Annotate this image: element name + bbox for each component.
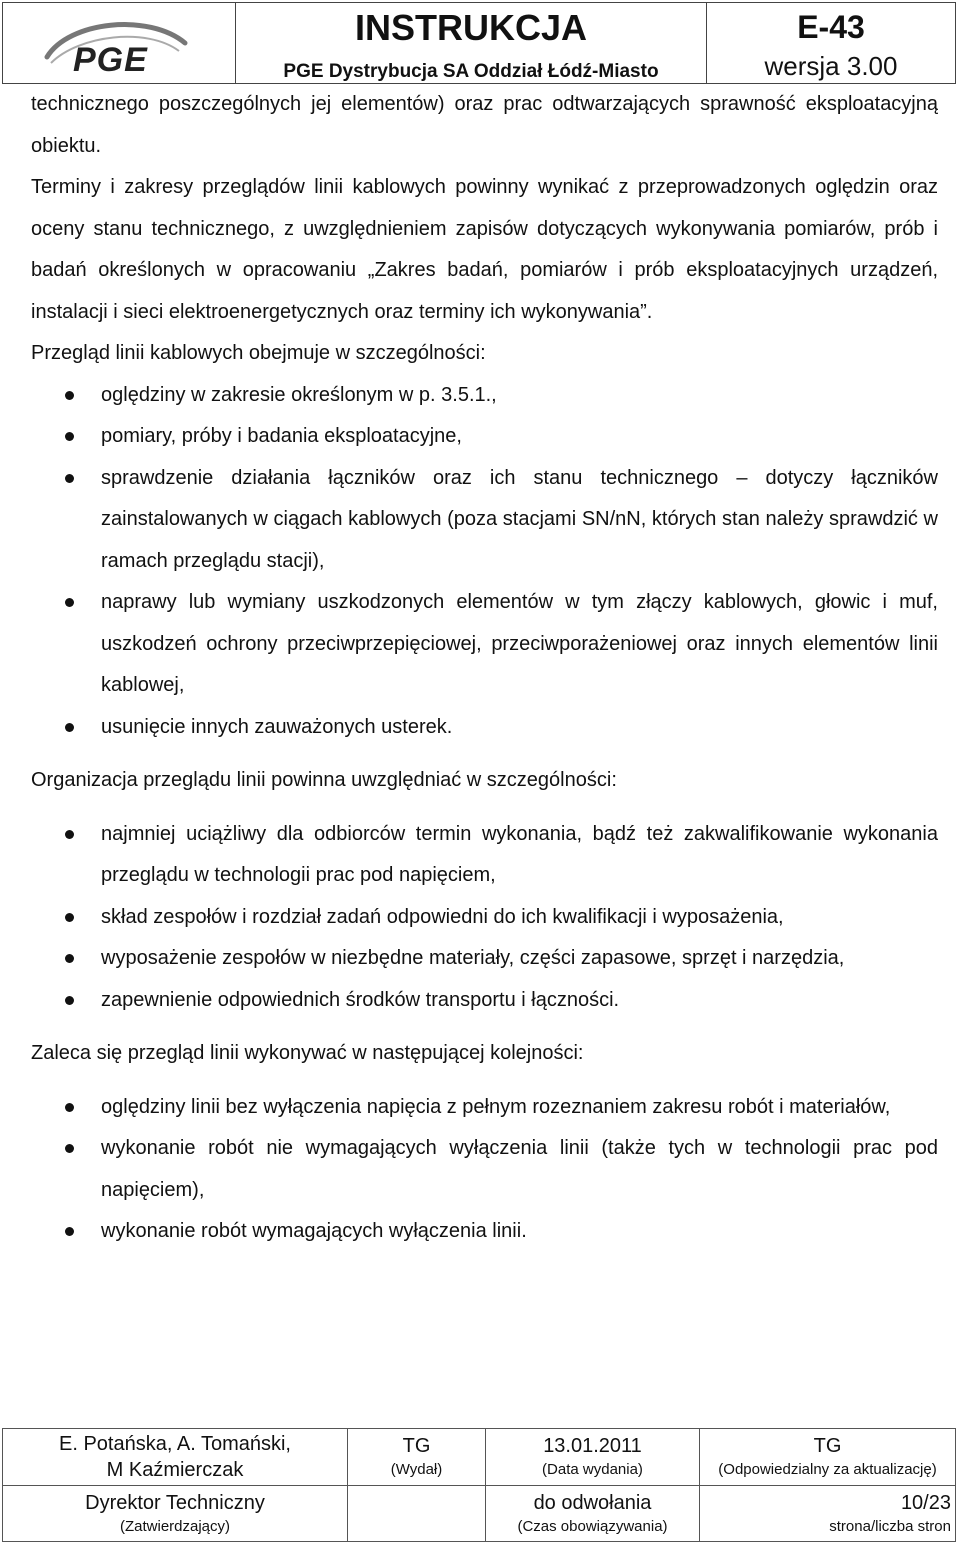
authors-cell xyxy=(3,1429,347,1485)
bullet-icon xyxy=(65,1144,74,1153)
issuer-caption: (Wydał) xyxy=(390,1461,443,1478)
bullet-icon xyxy=(65,598,74,607)
list-item-text: pomiary, próby i badania eksploatacyjne, xyxy=(101,425,462,447)
footer-issuer-column xyxy=(347,1429,485,1541)
footer-date-column xyxy=(485,1429,699,1541)
organization-name: PGE Dystrybucja SA Oddział Łódź-Miasto xyxy=(283,61,659,82)
document-code: E-43 xyxy=(797,9,865,45)
list-item-text: wykonanie robót wymagających wyłączenia linii. xyxy=(101,1220,527,1242)
list-item-text: oględziny linii bez wyłączenia napięcia z pełnym rozeznaniem zakresu robót i materiałów, xyxy=(101,1095,891,1118)
document-footer xyxy=(2,1428,956,1542)
page-caption: strona/liczba stron xyxy=(829,1518,951,1535)
przeglad-list xyxy=(31,375,938,749)
issue-date-cell xyxy=(486,1429,699,1485)
list-item xyxy=(31,707,938,749)
responsible-cell xyxy=(700,1429,955,1485)
approver: Dyrektor Techniczny xyxy=(85,1492,265,1514)
footer-responsible-column xyxy=(699,1429,955,1541)
logo-cell xyxy=(2,2,236,84)
bullet-icon xyxy=(65,1227,74,1236)
bullet-icon xyxy=(65,432,74,441)
code-cell xyxy=(706,2,956,84)
footer-authors-column xyxy=(3,1429,347,1541)
approver-caption: (Zatwierdzający) xyxy=(119,1518,231,1535)
list-item-text: oględziny w zakresie określonym w p. 3.5.1., xyxy=(101,383,497,406)
title-cell xyxy=(235,2,707,84)
validity-cell xyxy=(486,1485,699,1541)
kolejnosc-list xyxy=(31,1087,938,1253)
list-item-text: wykonanie robót nie wymagających wyłączenia linii (także tych w technologii prac pod napięciem), xyxy=(101,1137,938,1201)
validity-caption: (Czas obowiązywania) xyxy=(517,1518,668,1535)
logo-text: PGE xyxy=(73,41,148,79)
bullet-icon xyxy=(65,391,74,400)
list-item xyxy=(31,814,938,897)
list-item xyxy=(31,416,938,458)
page-cell xyxy=(700,1485,955,1541)
list-item-text: najmniej uciążliwy dla odbiorców termin wykonania, bądź też zakwalifikowanie wykonania przeglądu w technologii prac pod napięciem, xyxy=(101,822,938,886)
document-title: INSTRUKCJA xyxy=(354,7,587,48)
paragraph: Terminy i zakresy przeglądów linii kablowych powinny wynikać z przeprowadzonych oględzin oraz oceny stanu technicznego, z uwzględnieniem zapisów dotyczących wykonywania pomiarów, prób i badań określonych w opracowaniu „Zakres badań, pomiarów i prób eksploatacyjnych urządzeń, instalacji i sieci elektroenergetycznych oraz terminy ich wykonywania”. xyxy=(31,176,938,323)
list-item xyxy=(31,1128,938,1211)
list-item xyxy=(31,938,938,980)
issuer-cell xyxy=(348,1429,485,1485)
list-item xyxy=(31,1087,938,1129)
list-item-text: naprawy lub wymiany uszkodzonych elementów w tym złączy kablowych, głowic i muf, uszkodzeń ochrony przeciwprzepięciowej, przeciwporażeniowej oraz innych elementów linii kablowej, xyxy=(101,591,938,696)
bullet-icon xyxy=(65,474,74,483)
list-item xyxy=(31,375,938,417)
section-intro: Zaleca się przegląd linii wykonywać w następującej kolejności: xyxy=(31,1042,584,1064)
blank-cell xyxy=(348,1485,485,1541)
list-item-text: skład zespołów i rozdział zadań odpowiedni do ich kwalifikacji i wyposażenia, xyxy=(101,905,784,928)
list-item xyxy=(31,582,938,707)
issuer: TG xyxy=(402,1435,431,1457)
bullet-icon xyxy=(65,830,74,839)
document-body xyxy=(31,84,938,1253)
issue-date-caption: (Data wydania) xyxy=(542,1461,643,1478)
bullet-icon xyxy=(65,913,74,922)
bullet-icon xyxy=(65,954,74,963)
list-item xyxy=(31,458,938,583)
organizacja-list xyxy=(31,814,938,1022)
list-item xyxy=(31,1211,938,1253)
responsible-caption: (Odpowiedzialny za aktualizację) xyxy=(718,1461,937,1478)
page-number: 10/23 xyxy=(900,1492,951,1514)
list-item-text: usunięcie innych zauważonych usterek. xyxy=(101,715,453,738)
list-item xyxy=(31,897,938,939)
validity: do odwołania xyxy=(533,1492,652,1514)
document-version: wersja 3.00 xyxy=(764,51,898,81)
paragraph: technicznego poszczególnych jej elementów) oraz prac odtwarzających sprawność eksploatacyjną obiektu. xyxy=(31,93,938,157)
approver-cell xyxy=(3,1485,347,1541)
issue-date: 13.01.2011 xyxy=(543,1435,642,1457)
list-item xyxy=(31,980,938,1022)
bullet-icon xyxy=(65,996,74,1005)
document-header xyxy=(2,2,956,84)
section-intro: Organizacja przeglądu linii powinna uwzględniać w szczególności: xyxy=(31,769,617,791)
section-intro: Przegląd linii kablowych obejmuje w szczególności: xyxy=(31,342,486,364)
authors-line: M Kaźmierczak xyxy=(106,1459,244,1481)
responsible: TG xyxy=(813,1435,842,1457)
bullet-icon xyxy=(65,723,74,732)
authors-line: E. Potańska, A. Tomański, xyxy=(59,1433,291,1455)
list-item-text: sprawdzenie działania łączników oraz ich stanu technicznego – dotyczy łączników zainstalowanych w ciągach kablowych (poza stacjami SN/nN, których stan należy sprawdzić w ramach przeglądu stacji), xyxy=(101,466,938,572)
list-item-text: zapewnienie odpowiednich środków transportu i łączności. xyxy=(101,988,620,1011)
list-item-text: wyposażenie zespołów w niezbędne materiały, części zapasowe, sprzęt i narzędzia, xyxy=(101,947,845,969)
bullet-icon xyxy=(65,1103,74,1112)
